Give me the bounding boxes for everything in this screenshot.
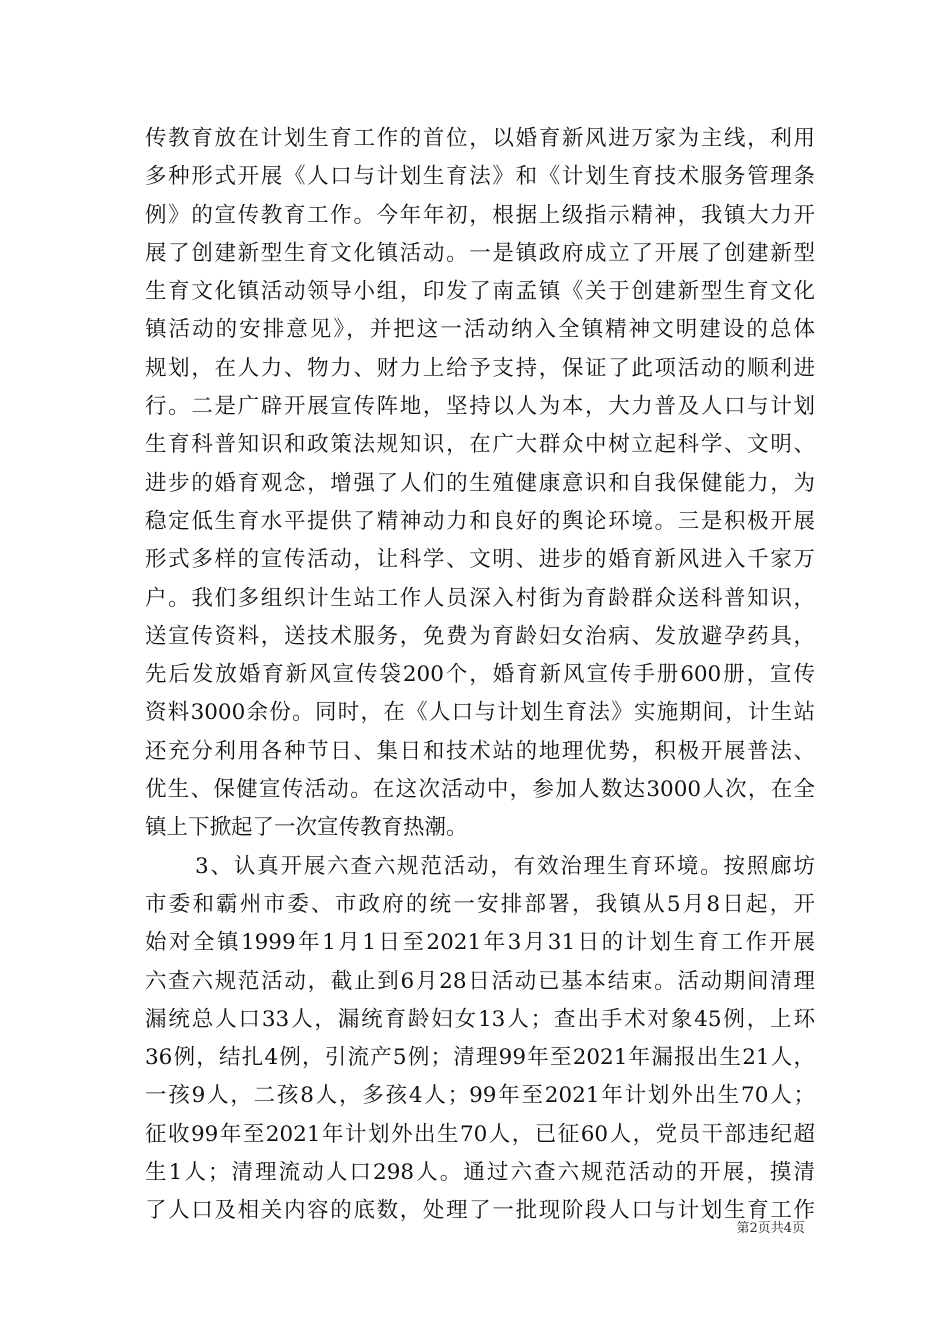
text-line: 资料3000余份。同时，在《人口与计划生育法》实施期间，计生站 — [145, 700, 815, 726]
text-line: 六查六规范活动，截止到6月28日活动已基本结束。活动期间清理 — [145, 968, 815, 994]
text-line: 生育文化镇活动领导小组，印发了南孟镇《关于创建新型生育文化 — [145, 279, 815, 305]
text-line: 进步的婚育观念，增强了人们的生殖健康意识和自我保健能力，为 — [145, 470, 815, 496]
text-line: 展了创建新型生育文化镇活动。一是镇政府成立了开展了创建新型 — [145, 240, 815, 266]
text-line: 还充分利用各种节日、集日和技术站的地理优势，积极开展普法、 — [145, 738, 815, 764]
text-line: 传教育放在计划生育工作的首位，以婚育新风进万家为主线，利用 — [145, 126, 815, 151]
text-line: 生1人；清理流动人口298人。通过六查六规范活动的开展，摸清 — [145, 1160, 815, 1186]
text-line: 镇活动的安排意见》，并把这一活动纳入全镇精神文明建设的总体 — [145, 317, 815, 343]
paragraph-end-line: 镇上下掀起了一次宣传教育热潮。 — [145, 815, 468, 841]
text-line: 行。二是广辟开展宣传阵地，坚持以人为本，大力普及人口与计划 — [145, 394, 815, 420]
text-line: 规划，在人力、物力、财力上给予支持，保证了此项活动的顺利进 — [145, 355, 815, 381]
text-line: 多种形式开展《人口与计划生育法》和《计划生育技术服务管理条 — [145, 164, 815, 190]
text-line: 送宣传资料，送技术服务，免费为育龄妇女治病、发放避孕药具， — [145, 623, 815, 649]
text-line: 稳定低生育水平提供了精神动力和良好的舆论环境。三是积极开展 — [145, 508, 815, 534]
text-line: 先后发放婚育新风宣传袋200个，婚育新风宣传手册600册，宣传 — [145, 662, 815, 688]
text-line: 例》的宣传教育工作。今年年初，根据上级指示精神，我镇大力开 — [145, 202, 815, 228]
text-line: 优生、保健宣传活动。在这次活动中，参加人数达3000人次，在全 — [145, 777, 815, 803]
text-line: 生育科普知识和政策法规知识，在广大群众中树立起科学、文明、 — [145, 432, 815, 458]
page-number: 第2页共4页 — [736, 1221, 805, 1236]
text-line: 市委和霸州市委、市政府的统一安排部署，我镇从5月8日起，开 — [145, 891, 815, 917]
paragraph-first-line: 3、认真开展六查六规范活动，有效治理生育环境。按照廊坊 — [195, 853, 815, 879]
body-text — [145, 120, 815, 1231]
text-line: 一孩9人，二孩8人，多孩4人；99年至2021年计划外出生70人； — [145, 1083, 815, 1109]
text-line: 了人口及相关内容的底数，处理了一批现阶段人口与计划生育工作 — [145, 1198, 815, 1224]
text-line: 征收99年至2021年计划外出生70人，已征60人，党员干部违纪超 — [145, 1121, 815, 1147]
text-line: 漏统总人口33人，漏统育龄妇女13人；查出手术对象45例，上环 — [145, 1006, 815, 1032]
text-line: 形式多样的宣传活动，让科学、文明、进步的婚育新风进入千家万 — [145, 547, 815, 573]
text-line: 36例，结扎4例，引流产5例；清理99年至2021年漏报出生21人， — [145, 1045, 815, 1071]
text-line: 户。我们多组织计生站工作人员深入村街为育龄群众送科普知识， — [145, 585, 815, 611]
text-line: 始对全镇1999年1月1日至2021年3月31日的计划生育工作开展 — [145, 930, 815, 956]
